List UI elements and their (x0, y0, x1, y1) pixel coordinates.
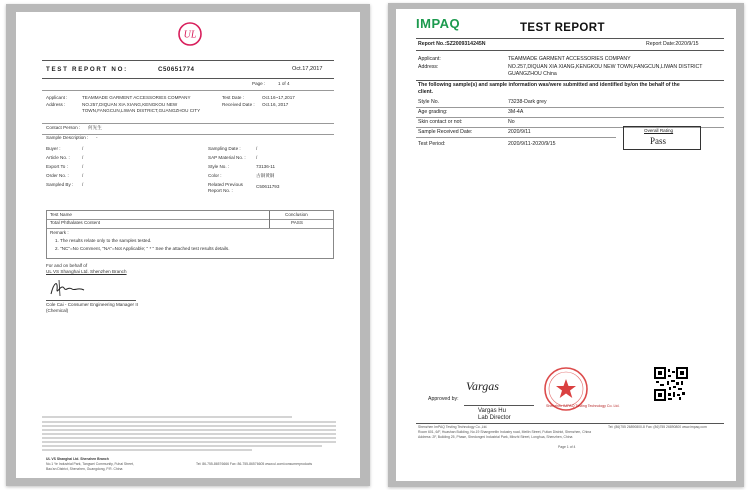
title-rule (42, 78, 334, 79)
applicant-value: TEAMMADE GARMENT ACCESSORIES COMPANY (82, 95, 191, 100)
color-value: 古铜黄铜 (256, 173, 275, 178)
title-rule (416, 38, 724, 39)
report-title: TEST REPORT (520, 22, 605, 34)
style-label: Style No. (418, 99, 440, 105)
received-date-value: 2020/9/11 (508, 129, 531, 135)
footer-address-1: No.1 Ye Industrial Park, Tangwei Community, Fuhai Street, (46, 462, 134, 466)
buyer-value: / (82, 146, 84, 151)
approver-signature: Vargas (466, 379, 499, 393)
footer-company: UL VS Shanghai Ltd. Shenzhen Branch (46, 457, 109, 461)
sampled-by-label: Sampled By : (46, 182, 74, 187)
table-row-item: Total Phthalates Content (50, 220, 101, 225)
report-date: Report Date:2020/9/15 (646, 41, 699, 47)
on-behalf-label: For and on behalf of (46, 263, 88, 268)
signature-icon (48, 276, 88, 298)
sap-value: / (256, 155, 258, 160)
left-certificate-frame (6, 4, 370, 486)
contact-value: 何先生 (88, 125, 102, 130)
signer-dept: (Chemical) (46, 308, 69, 313)
test-date-value: Oct.16~17,2017 (262, 95, 295, 100)
results-table (46, 210, 334, 259)
age-value: 3M-4A (508, 109, 524, 115)
buyer-label: Buyer : (46, 146, 61, 151)
sampling-date-label: Sampling Date : (208, 146, 241, 151)
address-label: Address: (418, 64, 439, 70)
table-head-conclusion: Conclusion (285, 212, 308, 217)
qr-code-icon (654, 367, 688, 401)
table-head-item: Test Name (50, 212, 72, 217)
applicant-label: Applicant : (46, 95, 68, 100)
related-value: C50611793 (256, 184, 280, 189)
style-value: 73136-11 (256, 164, 276, 169)
applicant-value: TEAMMADE GARMENT ACCESSORIES COMPANY (508, 56, 631, 62)
color-label: Color : (208, 173, 222, 178)
export-value: / (82, 164, 84, 169)
fine-print (42, 414, 336, 454)
sample-desc-label: Sample Description : (46, 135, 89, 140)
received-date-value: Oct.16, 2017 (262, 102, 289, 107)
impaq-logo: IMPAQ (416, 16, 461, 31)
table-row-conclusion: PASS (291, 220, 303, 225)
address-line-2: TOWN,FANGCUN,LIWAN DISTRICT,GUANGZHOU CITY (82, 108, 201, 113)
signer-name: Cole Cai - Consumer Engineering Manager II (46, 302, 138, 307)
report-title: TEST REPORT NO: (46, 66, 128, 73)
top-rule (42, 60, 334, 61)
footer-rule (416, 423, 724, 424)
ul-logo-icon (178, 22, 202, 46)
overall-rating-value: Pass (650, 136, 667, 146)
overall-rating-label: Overall Rating (644, 128, 674, 133)
order-label: Order No. : (46, 173, 69, 178)
article-value: / (82, 155, 84, 160)
order-value: / (82, 173, 84, 178)
related-label-2: Report No. : (208, 188, 233, 193)
test-date-label: Test Date : (222, 95, 244, 100)
approved-by-label: Approved by: (428, 396, 459, 402)
contact-label: Contact Person : (46, 125, 81, 130)
footer-line-1: Shenzhen ImPAQ Testing Technology Co.,Ltd. (418, 425, 488, 429)
article-label: Article No. : (46, 155, 70, 160)
remark-2: 2. "NC"=No Comment, "NA"=Not Applicable; " * " See the attached test results details. (55, 246, 230, 251)
stamp-text: Shenzhen IMPAQ Testing Technology Co. Ltd. (546, 404, 620, 408)
sampled-by-value: / (82, 182, 84, 187)
age-label: Age grading: (418, 109, 448, 115)
footer-line-2: Room 601, 6/F, Huashan Building, No.19 Shangmeilin Industry road, Meilin Street, Futian District, Shenzhen, China (418, 430, 592, 434)
footer-address-2: Bao'an District, Shenzhen, Guangdong, P.R. China (46, 467, 123, 471)
signature-rule (46, 300, 136, 301)
right-certificate-page (396, 9, 736, 481)
footer-line-3: Address: 2F, Building 25, Phase, Shedongmi Industrial Park, Minzhi Street, Longhua, Shenzhen, China (418, 435, 573, 439)
sampling-date-value: / (256, 146, 258, 151)
skin-contact-label: Skin contact or not: (418, 119, 463, 125)
overall-rating-box (623, 126, 701, 150)
address-line-1: NO.257,DIQUAN XIA XIANG,KENGKOU NEW (82, 102, 178, 107)
page-label: Page : (252, 81, 266, 86)
address-line-2: GUANGZHOU China (508, 71, 557, 77)
related-label: Related Previous (208, 182, 243, 187)
style-value: 73238-Dark grey (508, 99, 547, 105)
test-period-label: Test Period: (418, 141, 446, 147)
address-label: Address : (46, 102, 66, 107)
test-period-value: 2020/9/11-2020/9/15 (508, 141, 556, 147)
skin-contact-value: No (508, 119, 515, 125)
report-number: Report No.:SZ2009314245N (418, 41, 486, 47)
export-label: Export To : (46, 164, 68, 169)
sap-label: SAP Material No. : (208, 155, 246, 160)
remark-label: Remark : (50, 230, 69, 235)
footer-tel: Tel: (86)755 26890800-8 Fax: (86)755 26890800 www.impaq.com (608, 425, 707, 429)
left-certificate-page (16, 12, 360, 478)
report-number: C50651774 (158, 66, 195, 73)
footer-tel: Tel: 86-755-86576666 Fax: 86-755-86576605 www.ul.com/consumerproducts (196, 462, 313, 466)
approver-title: Lab Director (478, 415, 511, 421)
address-line-1: NO.257,DIQUAN XIA XIANG,KENGKOU NEW TOWN,FANGCUN,LIWAN DISTRICT (508, 64, 703, 70)
report-date: Oct.17,2017 (292, 66, 323, 72)
page-number: Page 1 of 4 (558, 445, 576, 449)
received-date-label: Sample Received Date: (418, 129, 473, 135)
remark-1: 1. The results relate only to the samples tested. (55, 238, 152, 243)
signature-rule (464, 405, 534, 406)
notice-line-1: The following sample(s) and sample information was/were submitted and identified by/on the behalf of the (418, 82, 680, 88)
notice-line-2: client. (418, 89, 433, 95)
sample-desc-value: - (96, 135, 98, 140)
page-value: 1 of 4 (278, 81, 290, 86)
approver-name: Vargas Hu (478, 408, 506, 414)
page-rule (42, 90, 334, 91)
svg-text:UL: UL (183, 29, 197, 41)
applicant-label: Applicant: (418, 56, 441, 62)
right-certificate-frame (388, 3, 744, 487)
on-behalf-company: UL VS Shanghai Ltd. Shenzhen Branch (46, 269, 127, 274)
notice-rule (416, 80, 724, 81)
header-rule (416, 50, 724, 51)
received-date-label: Received Date : (222, 102, 255, 107)
contact-rule (42, 123, 334, 124)
style-label: Style No. : (208, 164, 230, 169)
